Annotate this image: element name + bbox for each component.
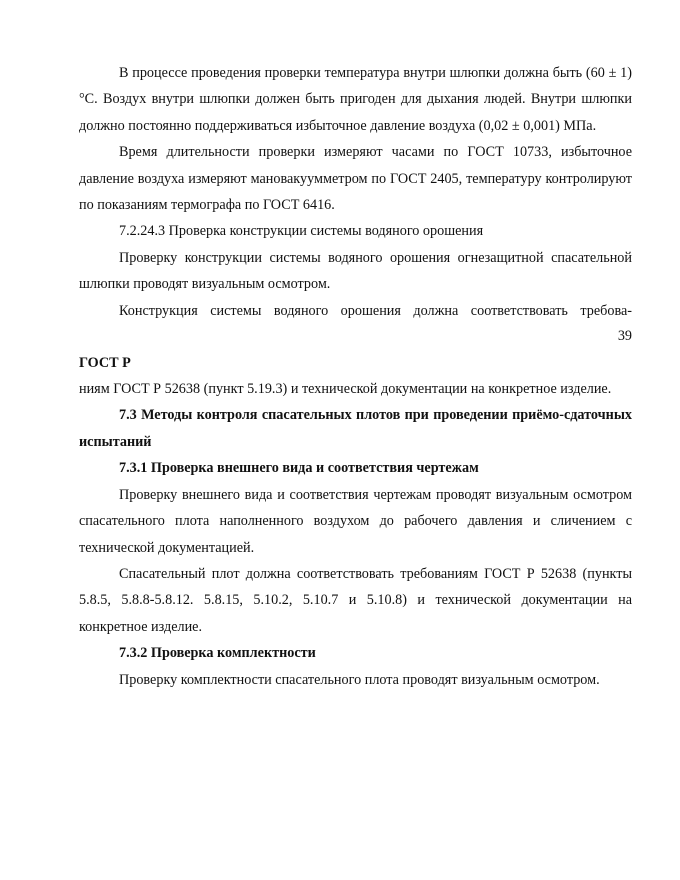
paragraph-measurement-instruments: Время длительности проверки измеряют часами по ГОСТ 10733, избыточное давление воздуха измеряют мановакуумметром по ГОСТ 2405, температуру контролируют по показаниям термографа по ГОСТ 6416.	[79, 144, 632, 214]
section-heading-7-3-1: 7.3.1 Проверка внешнего вида и соответствия чертежам	[119, 460, 479, 477]
paragraph-raft-requirements: Спасательный плот должна соответствовать требованиям ГОСТ Р 52638 (пункты 5.8.5, 5.8.8-5.8.12. 5.8.15, 5.10.2, 5.10.7 и 5.10.8) и технической документации на конкретное изделие.	[79, 565, 632, 635]
page-number: 39	[617, 328, 632, 345]
document-page	[79, 60, 632, 693]
paragraph-appearance-check: Проверку внешнего вида и соответствия чертежам проводят визуальным осмотром спасательного плота наполненного воздухом до рабочего давления и сличением с технической документацией.	[79, 486, 632, 556]
section-heading-7-3: 7.3 Методы контроля спасательных плотов при проведении приёмо-сдаточных испытаний	[79, 407, 632, 450]
paragraph-requirements-continuation: ниям ГОСТ Р 52638 (пункт 5.19.3) и технической документации на конкретное изделие.	[79, 381, 612, 398]
paragraph-visual-inspection: Проверку конструкции системы водяного орошения огнезащитной спасательной шлюпки проводят визуальным осмотром.	[79, 249, 632, 293]
section-heading-7-3-2: 7.3.2 Проверка комплектности	[119, 645, 316, 662]
running-header: ГОСТ Р	[79, 355, 131, 372]
heading-7-2-24-3: 7.2.24.3 Проверка конструкции системы водяного орошения	[119, 223, 484, 240]
paragraph-test-conditions: В процессе проведения проверки температура внутри шлюпки должна быть (60 ± 1) °С. Воздух внутри шлюпки должен быть пригоден для дыхания людей. Внутри шлюпки должно постоянно поддерживаться избыточное давление воздуха (0,02 ± 0,001) МПа.	[79, 65, 632, 134]
paragraph-requirements-start: Конструкция системы водяного орошения должна соответствовать требова-	[119, 302, 632, 319]
paragraph-completeness-check: Проверку комплектности спасательного плота проводят визуальным осмотром.	[119, 671, 600, 688]
